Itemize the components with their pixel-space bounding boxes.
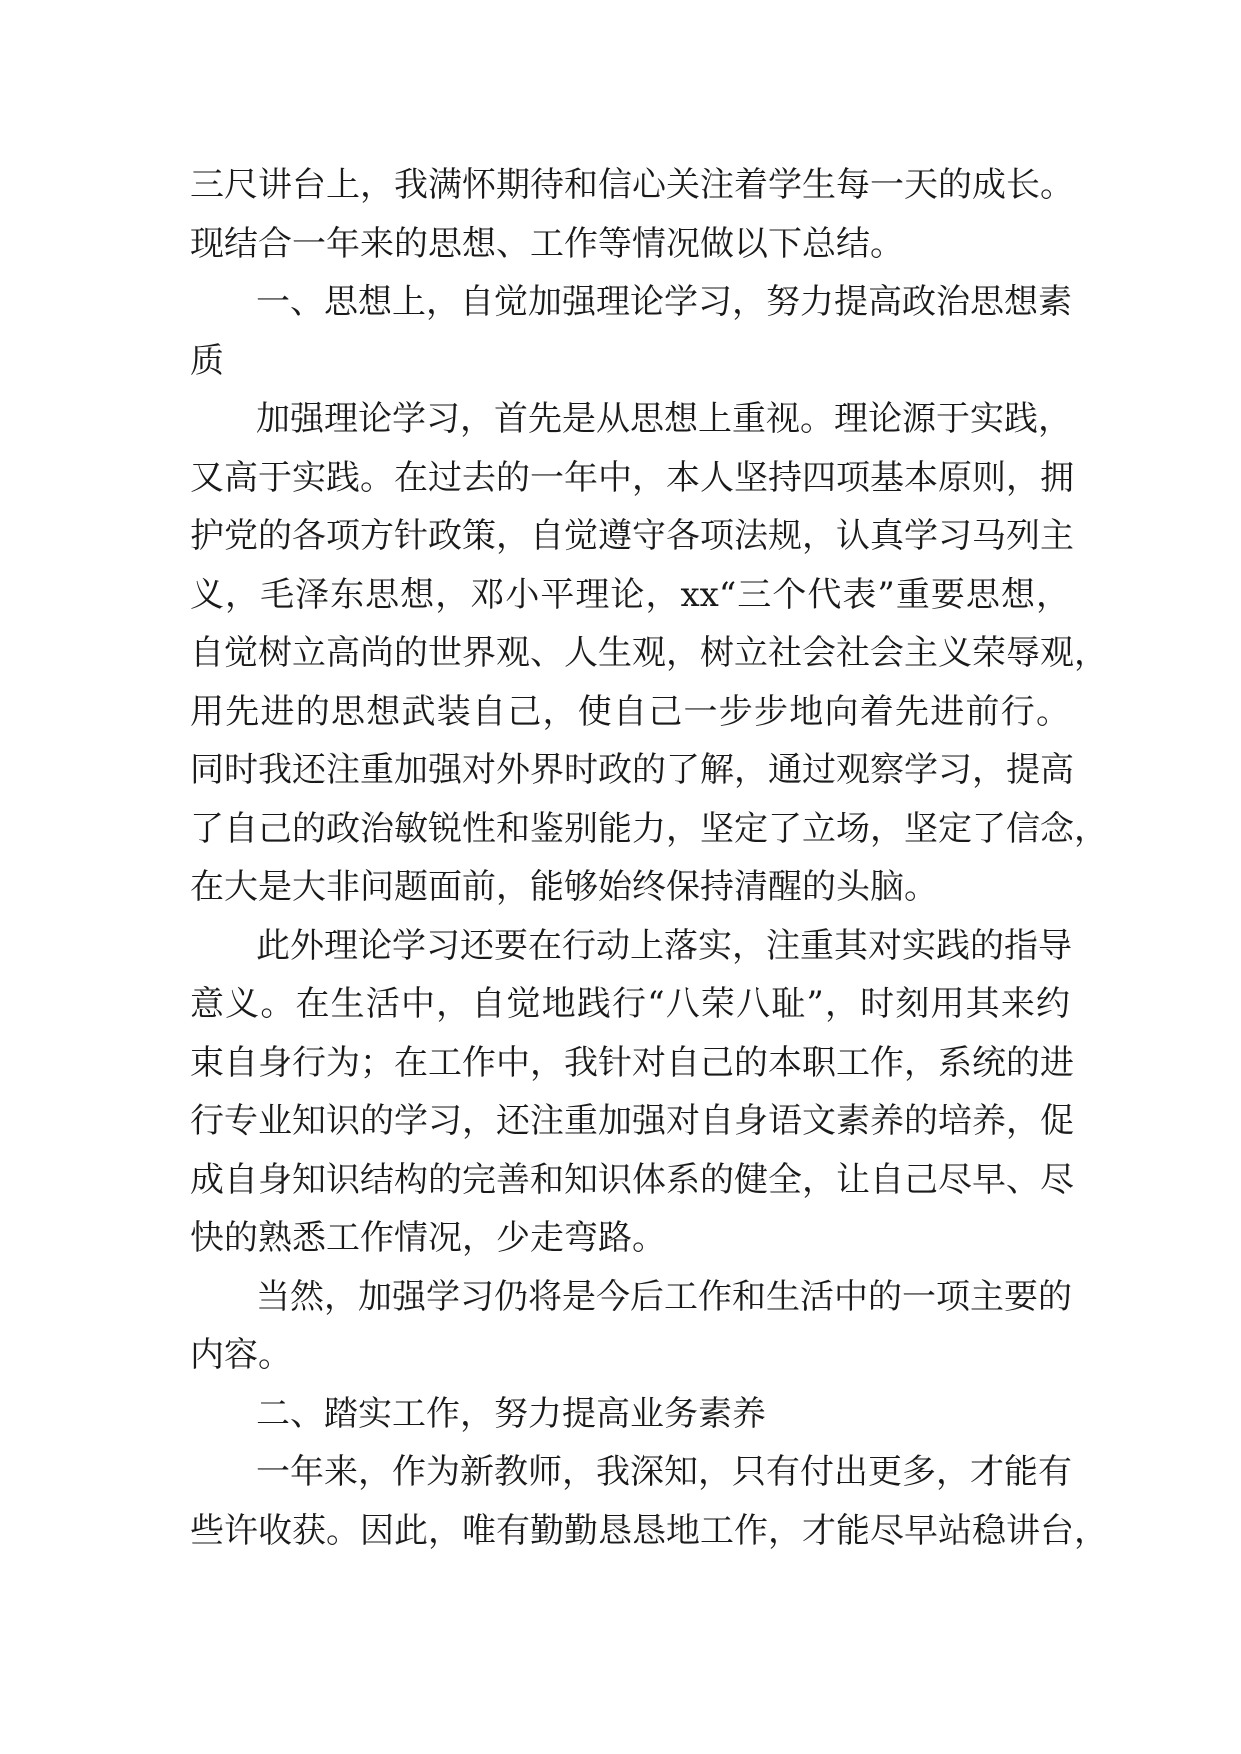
text-line: 此外理论学习还要在行动上落实，注重其对实践的指导 <box>256 925 1072 966</box>
text-line: 又高于实践。在过去的一年中，本人坚持四项基本原则，拥 <box>190 457 1074 498</box>
text-line: 三尺讲台上，我满怀期待和信心关注着学生每一天的成长。 <box>190 165 1074 205</box>
document-body <box>190 156 1108 1560</box>
text-line: 义，毛泽东思想，邓小平理论，xx“三个代表”重要思想， <box>190 574 1070 615</box>
text-line: 一、思想上，自觉加强理论学习，努力提高政治思想素 <box>256 282 1072 322</box>
text-line: 行专业知识的学习，还注重加强对自身语文素养的培养，促 <box>190 1101 1074 1141</box>
text-line: 加强理论学习，首先是从思想上重视。理论源于实践， <box>256 399 1072 439</box>
text-line: 成自身知识结构的完善和知识体系的健全，让自己尽早、尽 <box>190 1159 1074 1200</box>
text-line: 意义。在生活中，自觉地践行“八荣八耻”，时刻用其来约 <box>190 984 1070 1024</box>
text-line: 当然，加强学习仍将是今后工作和生活中的一项主要的 <box>256 1276 1072 1317</box>
text-line: 质 <box>190 340 224 381</box>
text-line: 内容。 <box>190 1335 292 1375</box>
text-line: 在大是大非问题面前，能够始终保持清醒的头脑。 <box>190 867 938 907</box>
text-line: 用先进的思想武装自己，使自己一步步地向着先进前行。 <box>190 691 1070 732</box>
text-line: 了自己的政治敏锐性和鉴别能力，坚定了立场，坚定了信念， <box>190 808 1108 849</box>
text-line: 护党的各项方针政策，自觉遵守各项法规，认真学习马列主 <box>190 516 1074 556</box>
text-line: 快的熟悉工作情况，少走弯路。 <box>190 1218 666 1258</box>
text-line: 二、踏实工作，努力提高业务素养 <box>256 1393 766 1434</box>
text-line: 束自身行为；在工作中，我针对自己的本职工作，系统的进 <box>190 1042 1074 1083</box>
text-line: 自觉树立高尚的世界观、人生观，树立社会社会主义荣辱观， <box>190 633 1108 673</box>
text-line: 一年来，作为新教师，我深知，只有付出更多，才能有 <box>256 1452 1072 1492</box>
text-line: 现结合一年来的思想、工作等情况做以下总结。 <box>190 223 904 264</box>
text-line: 些许收获。因此，唯有勤勤恳恳地工作，才能尽早站稳讲台， <box>190 1510 1108 1551</box>
text-line: 同时我还注重加强对外界时政的了解，通过观察学习，提高 <box>190 750 1074 790</box>
